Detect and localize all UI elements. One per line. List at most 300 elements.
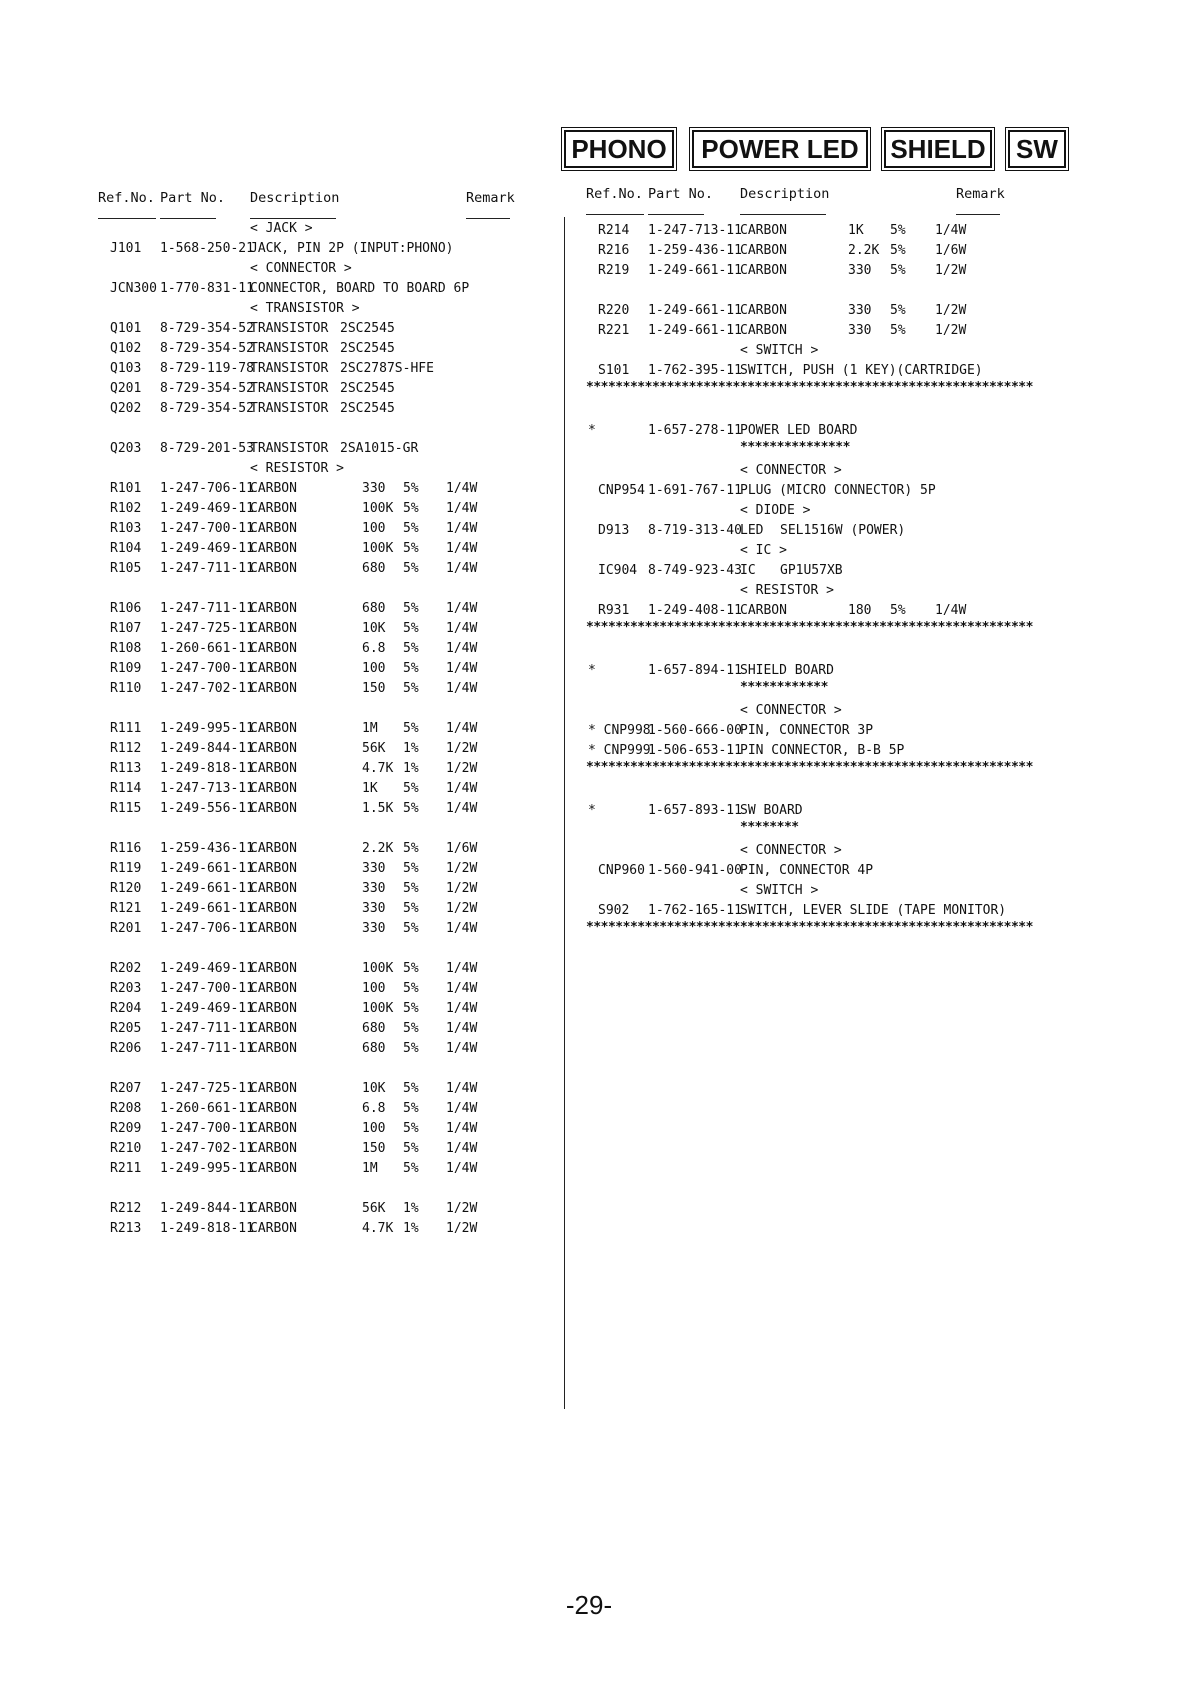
tolerance: 1% <box>403 1221 419 1236</box>
tolerance: 1% <box>403 761 419 776</box>
wattage: 1/2W <box>935 263 967 278</box>
ref-no: R111 <box>110 721 142 736</box>
part-row <box>0 400 1178 418</box>
ref-no: R101 <box>110 481 142 496</box>
description: CARBON <box>250 721 297 736</box>
description: CARBON <box>250 961 297 976</box>
value: 10K <box>362 621 386 636</box>
ref-no: R121 <box>110 901 142 916</box>
value: 100K <box>362 1001 394 1016</box>
ref-no: R113 <box>110 761 142 776</box>
part-no: 8-729-119-78 <box>160 361 254 376</box>
part-no: 1-247-713-11 <box>648 223 742 238</box>
part-row <box>0 880 1178 898</box>
part-no: 1-247-706-11 <box>160 481 254 496</box>
ref-no: R107 <box>110 621 142 636</box>
ref-no: R119 <box>110 861 142 876</box>
tolerance: 5% <box>890 263 906 278</box>
part-no: 8-729-354-52 <box>160 321 254 336</box>
header-underline <box>98 218 156 219</box>
value: 10K <box>362 1081 386 1096</box>
tab-phono: PHONO <box>564 130 674 168</box>
part-no: 1-249-469-11 <box>160 961 254 976</box>
part-no: 1-249-661-11 <box>160 881 254 896</box>
value: 100K <box>362 501 394 516</box>
tolerance: 5% <box>403 661 419 676</box>
description: SW BOARD <box>740 803 803 818</box>
wattage: 1/4W <box>446 681 478 696</box>
description: CARBON <box>250 1021 297 1036</box>
part-no: 8-729-354-52 <box>160 401 254 416</box>
ref-no: R207 <box>110 1081 142 1096</box>
header-ref: Ref.No. <box>98 190 155 206</box>
part-no: 1-249-844-11 <box>160 741 254 756</box>
part-row <box>0 742 1178 760</box>
part-no: 1-770-831-11 <box>160 281 254 296</box>
ref-no: R114 <box>110 781 142 796</box>
description: CARBON <box>250 981 297 996</box>
value: GP1U57XB <box>780 563 843 578</box>
part-row <box>0 482 1178 500</box>
description: CARBON <box>250 1161 297 1176</box>
ref-no: Q102 <box>110 341 142 356</box>
ref-no: R105 <box>110 561 142 576</box>
description: LED <box>740 523 764 538</box>
description: PIN, CONNECTOR 3P <box>740 723 874 738</box>
ref-no: R210 <box>110 1141 142 1156</box>
ref-no: R202 <box>110 961 142 976</box>
value: 680 <box>362 1041 386 1056</box>
value: SEL1516W (POWER) <box>780 523 906 538</box>
tolerance: 5% <box>403 621 419 636</box>
header-underline <box>160 218 216 219</box>
description: TRANSISTOR <box>250 401 329 416</box>
tolerance: 5% <box>403 1081 419 1096</box>
part-row <box>0 840 1178 858</box>
description: CARBON <box>740 303 787 318</box>
part-no: 1-691-767-11 <box>648 483 742 498</box>
part-no: 1-247-711-11 <box>160 601 254 616</box>
description: CARBON <box>740 603 787 618</box>
wattage: 1/6W <box>446 841 478 856</box>
description: CARBON <box>250 621 297 636</box>
part-no: 1-259-436-11 <box>648 243 742 258</box>
value: 6.8 <box>362 641 386 656</box>
description: CARBON <box>250 1221 297 1236</box>
part-row <box>0 1100 1178 1118</box>
part-row <box>0 902 1178 920</box>
section-heading: < CONNECTOR > <box>740 463 842 478</box>
description: CARBON <box>250 761 297 776</box>
description: CARBON <box>740 243 787 258</box>
tab-sw: SW <box>1008 130 1066 168</box>
tolerance: 1% <box>403 741 419 756</box>
tolerance: 5% <box>403 1121 419 1136</box>
section-heading: < RESISTOR > <box>740 583 834 598</box>
ref-no: D913 <box>598 523 630 538</box>
tolerance: 5% <box>403 801 419 816</box>
part-no: 1-247-702-11 <box>160 1141 254 1156</box>
ref-no: R221 <box>598 323 630 338</box>
tolerance: 5% <box>403 481 419 496</box>
tolerance: 5% <box>403 1001 419 1016</box>
description: TRANSISTOR <box>250 341 329 356</box>
wattage: 1/2W <box>935 303 967 318</box>
value: 1K <box>362 781 378 796</box>
part-row <box>0 1120 1178 1138</box>
description: CARBON <box>250 541 297 556</box>
tolerance: 5% <box>403 601 419 616</box>
ref-no: R205 <box>110 1021 142 1036</box>
board-underline-stars: ************ <box>740 680 828 695</box>
new-part-marker: * <box>588 663 596 678</box>
part-row <box>0 422 1178 440</box>
part-no: 1-247-706-11 <box>160 921 254 936</box>
ref-no: Q203 <box>110 441 142 456</box>
description: CARBON <box>740 223 787 238</box>
part-row <box>0 222 1178 240</box>
description: CARBON <box>250 1001 297 1016</box>
wattage: 1/4W <box>446 481 478 496</box>
ref-no: R212 <box>110 1201 142 1216</box>
value: 6.8 <box>362 1101 386 1116</box>
part-row <box>0 280 1178 298</box>
part-row <box>0 500 1178 518</box>
part-no: 1-247-711-11 <box>160 1041 254 1056</box>
part-no: 1-657-893-11 <box>648 803 742 818</box>
description: TRANSISTOR <box>250 361 329 376</box>
value: 1K <box>848 223 864 238</box>
ref-no: R220 <box>598 303 630 318</box>
board-underline-stars: *************** <box>740 440 850 455</box>
description: CARBON <box>250 1141 297 1156</box>
description: CARBON <box>250 861 297 876</box>
part-no: 1-247-713-11 <box>160 781 254 796</box>
part-no: 1-568-250-21 <box>160 241 254 256</box>
ref-no: CNP954 <box>598 483 645 498</box>
ref-no: R106 <box>110 601 142 616</box>
separator-stars: ************************************************************* <box>586 380 1033 395</box>
header-underline <box>586 214 644 215</box>
tolerance: 5% <box>890 223 906 238</box>
ref-no: S101 <box>598 363 630 378</box>
description: CARBON <box>250 1121 297 1136</box>
wattage: 1/4W <box>935 223 967 238</box>
tolerance: 5% <box>403 521 419 536</box>
tolerance: 5% <box>403 901 419 916</box>
part-no: 1-247-702-11 <box>160 681 254 696</box>
part-no: 1-249-408-11 <box>648 603 742 618</box>
description: CARBON <box>250 481 297 496</box>
section-heading: < RESISTOR > <box>250 461 344 476</box>
part-row <box>0 562 1178 580</box>
wattage: 1/4W <box>446 601 478 616</box>
ref-no: R110 <box>110 681 142 696</box>
wattage: 1/4W <box>446 661 478 676</box>
part-row <box>0 722 1178 740</box>
part-row <box>0 1220 1178 1238</box>
wattage: 1/4W <box>446 561 478 576</box>
ref-no: J101 <box>110 241 142 256</box>
wattage: 1/4W <box>935 603 967 618</box>
header-underline <box>956 214 1000 215</box>
value: 680 <box>362 601 386 616</box>
ref-no: R219 <box>598 263 630 278</box>
wattage: 1/4W <box>446 1121 478 1136</box>
ref-no: R211 <box>110 1161 142 1176</box>
description: SWITCH, LEVER SLIDE (TAPE MONITOR) <box>740 903 1007 918</box>
wattage: 1/2W <box>446 901 478 916</box>
part-row <box>0 302 1178 320</box>
value: 100 <box>362 981 386 996</box>
part-row <box>0 340 1178 358</box>
part-no: 1-247-700-11 <box>160 981 254 996</box>
tolerance: 5% <box>403 681 419 696</box>
value: 2SC2545 <box>340 341 395 356</box>
section-heading: < DIODE > <box>740 503 811 518</box>
part-row <box>0 1080 1178 1098</box>
ref-no: R201 <box>110 921 142 936</box>
description: TRANSISTOR <box>250 441 329 456</box>
description: TRANSISTOR <box>250 321 329 336</box>
ref-no: Q103 <box>110 361 142 376</box>
value: 330 <box>848 323 872 338</box>
tab-power-led: POWER LED <box>692 130 868 168</box>
header-ref: Ref.No. <box>586 186 643 202</box>
header-remark: Remark <box>466 190 515 206</box>
tolerance: 5% <box>403 1021 419 1036</box>
header-desc: Description <box>740 186 830 202</box>
part-no: 1-247-725-11 <box>160 1081 254 1096</box>
part-no: 1-260-661-11 <box>160 1101 254 1116</box>
wattage: 1/2W <box>446 1201 478 1216</box>
ref-no: R209 <box>110 1121 142 1136</box>
value: 330 <box>362 881 386 896</box>
description: CARBON <box>250 841 297 856</box>
wattage: 1/2W <box>935 323 967 338</box>
value: 330 <box>848 263 872 278</box>
value: 2SA1015-GR <box>340 441 419 456</box>
part-row <box>0 1000 1178 1018</box>
description: POWER LED BOARD <box>740 423 858 438</box>
ref-no: R109 <box>110 661 142 676</box>
part-no: 1-249-661-11 <box>160 861 254 876</box>
value: 2SC2545 <box>340 401 395 416</box>
ref-no: JCN300 <box>110 281 157 296</box>
wattage: 1/4W <box>446 1081 478 1096</box>
ref-no: Q101 <box>110 321 142 336</box>
part-no: 1-249-469-11 <box>160 1001 254 1016</box>
description: CARBON <box>250 1101 297 1116</box>
wattage: 1/4W <box>446 1141 478 1156</box>
part-row <box>0 862 1178 880</box>
tolerance: 5% <box>403 921 419 936</box>
value: 330 <box>362 481 386 496</box>
header-part: Part No. <box>160 190 226 206</box>
ref-no: R103 <box>110 521 142 536</box>
tab-shield: SHIELD <box>884 130 992 168</box>
ref-no: Q202 <box>110 401 142 416</box>
wattage: 1/4W <box>446 801 478 816</box>
part-no: 1-249-661-11 <box>648 263 742 278</box>
part-row <box>0 680 1178 698</box>
wattage: 1/4W <box>446 1161 478 1176</box>
tolerance: 5% <box>403 1141 419 1156</box>
part-no: 1-249-661-11 <box>648 303 742 318</box>
ref-no: R214 <box>598 223 630 238</box>
description: CARBON <box>250 1201 297 1216</box>
part-no: 1-247-700-11 <box>160 521 254 536</box>
description: CARBON <box>250 781 297 796</box>
value: 100K <box>362 961 394 976</box>
part-row <box>0 602 1178 620</box>
part-no: 8-729-354-52 <box>160 381 254 396</box>
wattage: 1/2W <box>446 861 478 876</box>
wattage: 1/2W <box>446 741 478 756</box>
wattage: 1/6W <box>935 243 967 258</box>
new-part-marker: * <box>588 423 596 438</box>
description: CARBON <box>250 521 297 536</box>
ref-no: R208 <box>110 1101 142 1116</box>
tolerance: 5% <box>403 721 419 736</box>
value: 330 <box>848 303 872 318</box>
wattage: 1/4W <box>446 781 478 796</box>
value: 2SC2545 <box>340 381 395 396</box>
ref-no: R203 <box>110 981 142 996</box>
ref-no: Q201 <box>110 381 142 396</box>
value: 1M <box>362 721 378 736</box>
part-no: 1-249-844-11 <box>160 1201 254 1216</box>
value: 2.2K <box>848 243 880 258</box>
part-no: 1-249-818-11 <box>160 761 254 776</box>
part-row <box>0 960 1178 978</box>
description: TRANSISTOR <box>250 381 329 396</box>
tolerance: 5% <box>403 881 419 896</box>
tolerance: 5% <box>403 641 419 656</box>
tolerance: 5% <box>890 603 906 618</box>
description: CONNECTOR, BOARD TO BOARD 6P <box>250 281 470 296</box>
section-heading: < CONNECTOR > <box>250 261 352 276</box>
wattage: 1/2W <box>446 881 478 896</box>
part-row <box>0 802 1178 820</box>
description: CARBON <box>250 681 297 696</box>
wattage: 1/4W <box>446 1101 478 1116</box>
description: CARBON <box>250 561 297 576</box>
part-row <box>0 1200 1178 1218</box>
description: JACK, PIN 2P (INPUT:PHONO) <box>250 241 454 256</box>
value: 4.7K <box>362 761 394 776</box>
description: PIN CONNECTOR, B-B 5P <box>740 743 905 758</box>
wattage: 1/4W <box>446 501 478 516</box>
description: CARBON <box>250 1081 297 1096</box>
wattage: 1/4W <box>446 961 478 976</box>
value: 680 <box>362 1021 386 1036</box>
part-no: 1-247-700-11 <box>160 1121 254 1136</box>
separator-stars: ************************************************************* <box>586 620 1033 635</box>
value: 100 <box>362 1121 386 1136</box>
ref-no: R931 <box>598 603 630 618</box>
part-row <box>0 242 1178 260</box>
tolerance: 5% <box>403 561 419 576</box>
wattage: 1/4W <box>446 1041 478 1056</box>
part-row <box>0 1160 1178 1178</box>
value: 180 <box>848 603 872 618</box>
part-row <box>0 1140 1178 1158</box>
section-heading: < SWITCH > <box>740 883 819 898</box>
wattage: 1/2W <box>446 761 478 776</box>
part-row <box>0 362 1178 380</box>
part-no: 1-249-818-11 <box>160 1221 254 1236</box>
header-underline <box>466 218 510 219</box>
tolerance: 5% <box>403 1041 419 1056</box>
header-part: Part No. <box>648 186 714 202</box>
description: CARBON <box>250 501 297 516</box>
tolerance: 5% <box>403 501 419 516</box>
part-no: 1-247-700-11 <box>160 661 254 676</box>
header-desc: Description <box>250 190 340 206</box>
header-underline <box>250 218 336 219</box>
ref-no: R120 <box>110 881 142 896</box>
part-row <box>0 1040 1178 1058</box>
part-row <box>0 662 1178 680</box>
part-no: 1-249-995-11 <box>160 1161 254 1176</box>
tolerance: 5% <box>403 861 419 876</box>
part-row <box>0 980 1178 998</box>
value: 330 <box>362 861 386 876</box>
header-underline <box>740 214 826 215</box>
value: 2SC2787S-HFE <box>340 361 434 376</box>
section-heading: < IC > <box>740 543 787 558</box>
tolerance: 5% <box>403 781 419 796</box>
ref-no: R112 <box>110 741 142 756</box>
ref-no: CNP960 <box>598 863 645 878</box>
wattage: 1/4W <box>446 1001 478 1016</box>
part-no: 1-247-711-11 <box>160 1021 254 1036</box>
value: 1M <box>362 1161 378 1176</box>
tolerance: 5% <box>403 981 419 996</box>
part-row <box>0 780 1178 798</box>
wattage: 1/2W <box>446 1221 478 1236</box>
description: PIN, CONNECTOR 4P <box>740 863 874 878</box>
part-no: 1-560-941-00 <box>648 863 742 878</box>
ref-no: R204 <box>110 1001 142 1016</box>
part-row <box>0 1020 1178 1038</box>
description: CARBON <box>250 641 297 656</box>
header-underline <box>648 214 704 215</box>
tolerance: 5% <box>403 541 419 556</box>
value: 1.5K <box>362 801 394 816</box>
ref-no: R116 <box>110 841 142 856</box>
tolerance: 5% <box>890 303 906 318</box>
tolerance: 5% <box>890 243 906 258</box>
section-heading: < JACK > <box>250 221 313 236</box>
part-row <box>0 262 1178 280</box>
description: CARBON <box>740 263 787 278</box>
part-row <box>0 640 1178 658</box>
part-no: 8-729-354-52 <box>160 341 254 356</box>
part-no: 1-560-666-00 <box>648 723 742 738</box>
value: 2SC2545 <box>340 321 395 336</box>
wattage: 1/4W <box>446 1021 478 1036</box>
tolerance: 5% <box>403 1161 419 1176</box>
value: 56K <box>362 741 386 756</box>
separator-stars: ************************************************************* <box>586 760 1033 775</box>
description: CARBON <box>250 601 297 616</box>
part-no: 1-657-278-11 <box>648 423 742 438</box>
wattage: 1/4W <box>446 921 478 936</box>
separator-stars: ************************************************************* <box>586 920 1033 935</box>
description: CARBON <box>250 881 297 896</box>
